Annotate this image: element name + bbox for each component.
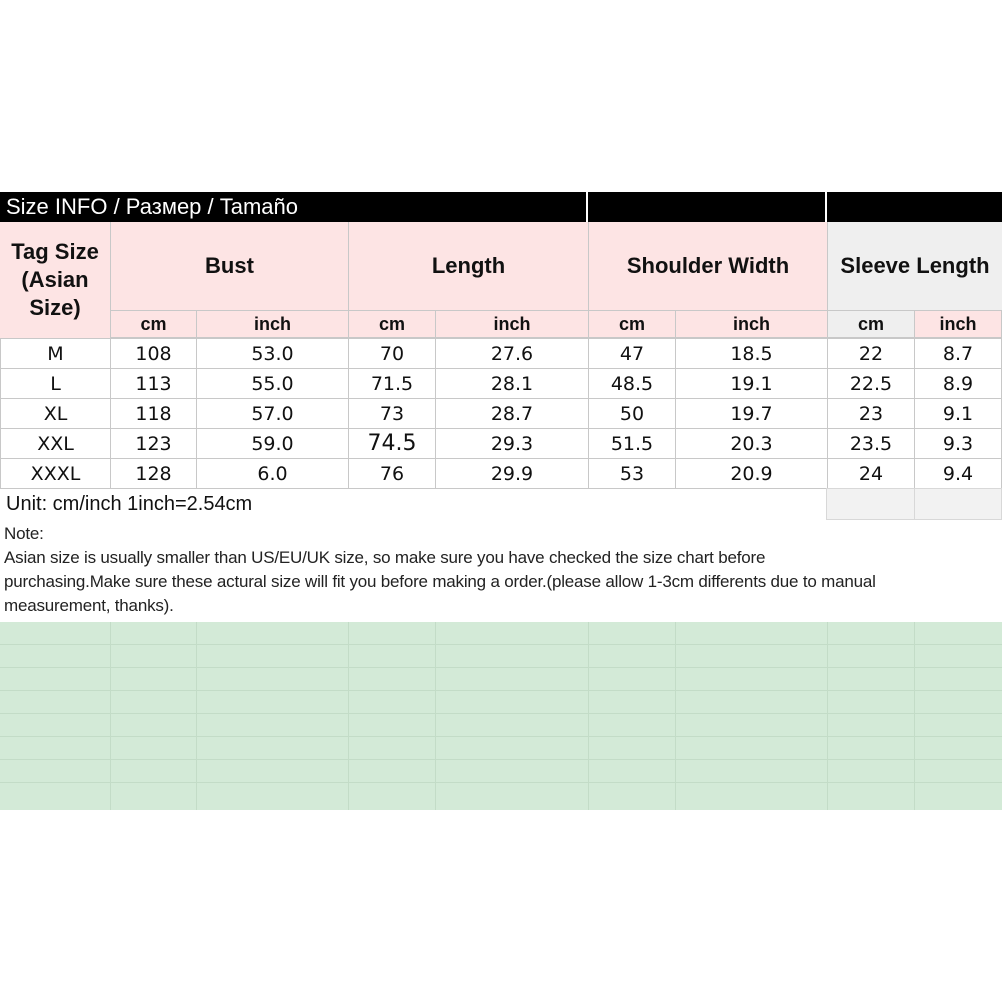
grid-line <box>0 782 1002 783</box>
length-inch: 29.9 <box>435 458 589 489</box>
header-bust: Bust <box>110 222 348 310</box>
shoulder-cm: 47 <box>588 338 676 369</box>
shoulder-inch: 20.9 <box>675 458 828 489</box>
empty-grid-area <box>0 622 1002 810</box>
length-cm: 71.5 <box>348 368 436 399</box>
note-label: Note: <box>4 524 44 543</box>
bust-inch: 6.0 <box>196 458 349 489</box>
unit-inch: inch <box>675 310 828 338</box>
grid-line <box>0 667 1002 668</box>
sleeve-inch: 9.3 <box>914 428 1002 459</box>
size-chart-title: Size INFO / Размер / Tamaño <box>0 192 586 222</box>
unit-inch: inch <box>914 310 1002 338</box>
size-label: XL <box>0 398 111 429</box>
empty-cell <box>826 488 915 520</box>
shoulder-inch: 18.5 <box>675 338 828 369</box>
length-inch: 28.1 <box>435 368 589 399</box>
unit-cm: cm <box>110 310 197 338</box>
sleeve-inch: 9.4 <box>914 458 1002 489</box>
shoulder-cm: 48.5 <box>588 368 676 399</box>
shoulder-cm: 53 <box>588 458 676 489</box>
size-chart <box>0 192 1002 810</box>
grid-line <box>0 644 1002 645</box>
unit-cm: cm <box>827 310 915 338</box>
header-shoulder-width: Shoulder Width <box>588 222 827 310</box>
bust-inch: 57.0 <box>196 398 349 429</box>
sleeve-cm: 22 <box>827 338 915 369</box>
bust-cm: 128 <box>110 458 197 489</box>
unit-conversion: Unit: cm/inch 1inch=2.54cm <box>6 492 253 515</box>
header-length: Length <box>348 222 588 310</box>
grid-line <box>0 759 1002 760</box>
bust-inch: 55.0 <box>196 368 349 399</box>
title-bar-segment <box>827 192 1002 222</box>
grid-line <box>0 690 1002 691</box>
sleeve-cm: 23 <box>827 398 915 429</box>
unit-inch: inch <box>196 310 349 338</box>
length-inch: 27.6 <box>435 338 589 369</box>
shoulder-inch: 19.1 <box>675 368 828 399</box>
length-cm: 74.5 <box>348 428 436 459</box>
bust-cm: 118 <box>110 398 197 429</box>
bust-cm: 113 <box>110 368 197 399</box>
size-label: L <box>0 368 111 399</box>
bust-inch: 59.0 <box>196 428 349 459</box>
bust-inch: 53.0 <box>196 338 349 369</box>
size-label: XXXL <box>0 458 111 489</box>
sleeve-inch: 8.9 <box>914 368 1002 399</box>
unit-cm: cm <box>348 310 436 338</box>
unit-cm: cm <box>588 310 676 338</box>
size-label: XXL <box>0 428 111 459</box>
grid-line <box>0 736 1002 737</box>
note-line: measurement, thanks). <box>4 596 174 615</box>
sleeve-cm: 23.5 <box>827 428 915 459</box>
shoulder-cm: 51.5 <box>588 428 676 459</box>
sleeve-cm: 22.5 <box>827 368 915 399</box>
shoulder-inch: 20.3 <box>675 428 828 459</box>
note-line: Asian size is usually smaller than US/EU/UK size, so make sure you have checked the size chart before <box>4 548 766 567</box>
title-bar-segment <box>588 192 825 222</box>
size-label: M <box>0 338 111 369</box>
sleeve-inch: 9.1 <box>914 398 1002 429</box>
note-block <box>0 520 1002 622</box>
sleeve-cm: 24 <box>827 458 915 489</box>
length-inch: 29.3 <box>435 428 589 459</box>
length-cm: 76 <box>348 458 436 489</box>
length-cm: 73 <box>348 398 436 429</box>
length-inch: 28.7 <box>435 398 589 429</box>
note-line: purchasing.Make sure these actural size will fit you before making a order.(please allow 1-3cm differents due to manual <box>4 572 876 591</box>
bust-cm: 123 <box>110 428 197 459</box>
shoulder-cm: 50 <box>588 398 676 429</box>
header-sleeve-length: Sleeve Length <box>827 222 1002 310</box>
bust-cm: 108 <box>110 338 197 369</box>
unit-inch: inch <box>435 310 589 338</box>
shoulder-inch: 19.7 <box>675 398 828 429</box>
grid-line <box>0 713 1002 714</box>
empty-cell <box>914 488 1002 520</box>
length-cm: 70 <box>348 338 436 369</box>
header-tag-size: Tag Size (Asian Size) <box>0 222 110 338</box>
sleeve-inch: 8.7 <box>914 338 1002 369</box>
